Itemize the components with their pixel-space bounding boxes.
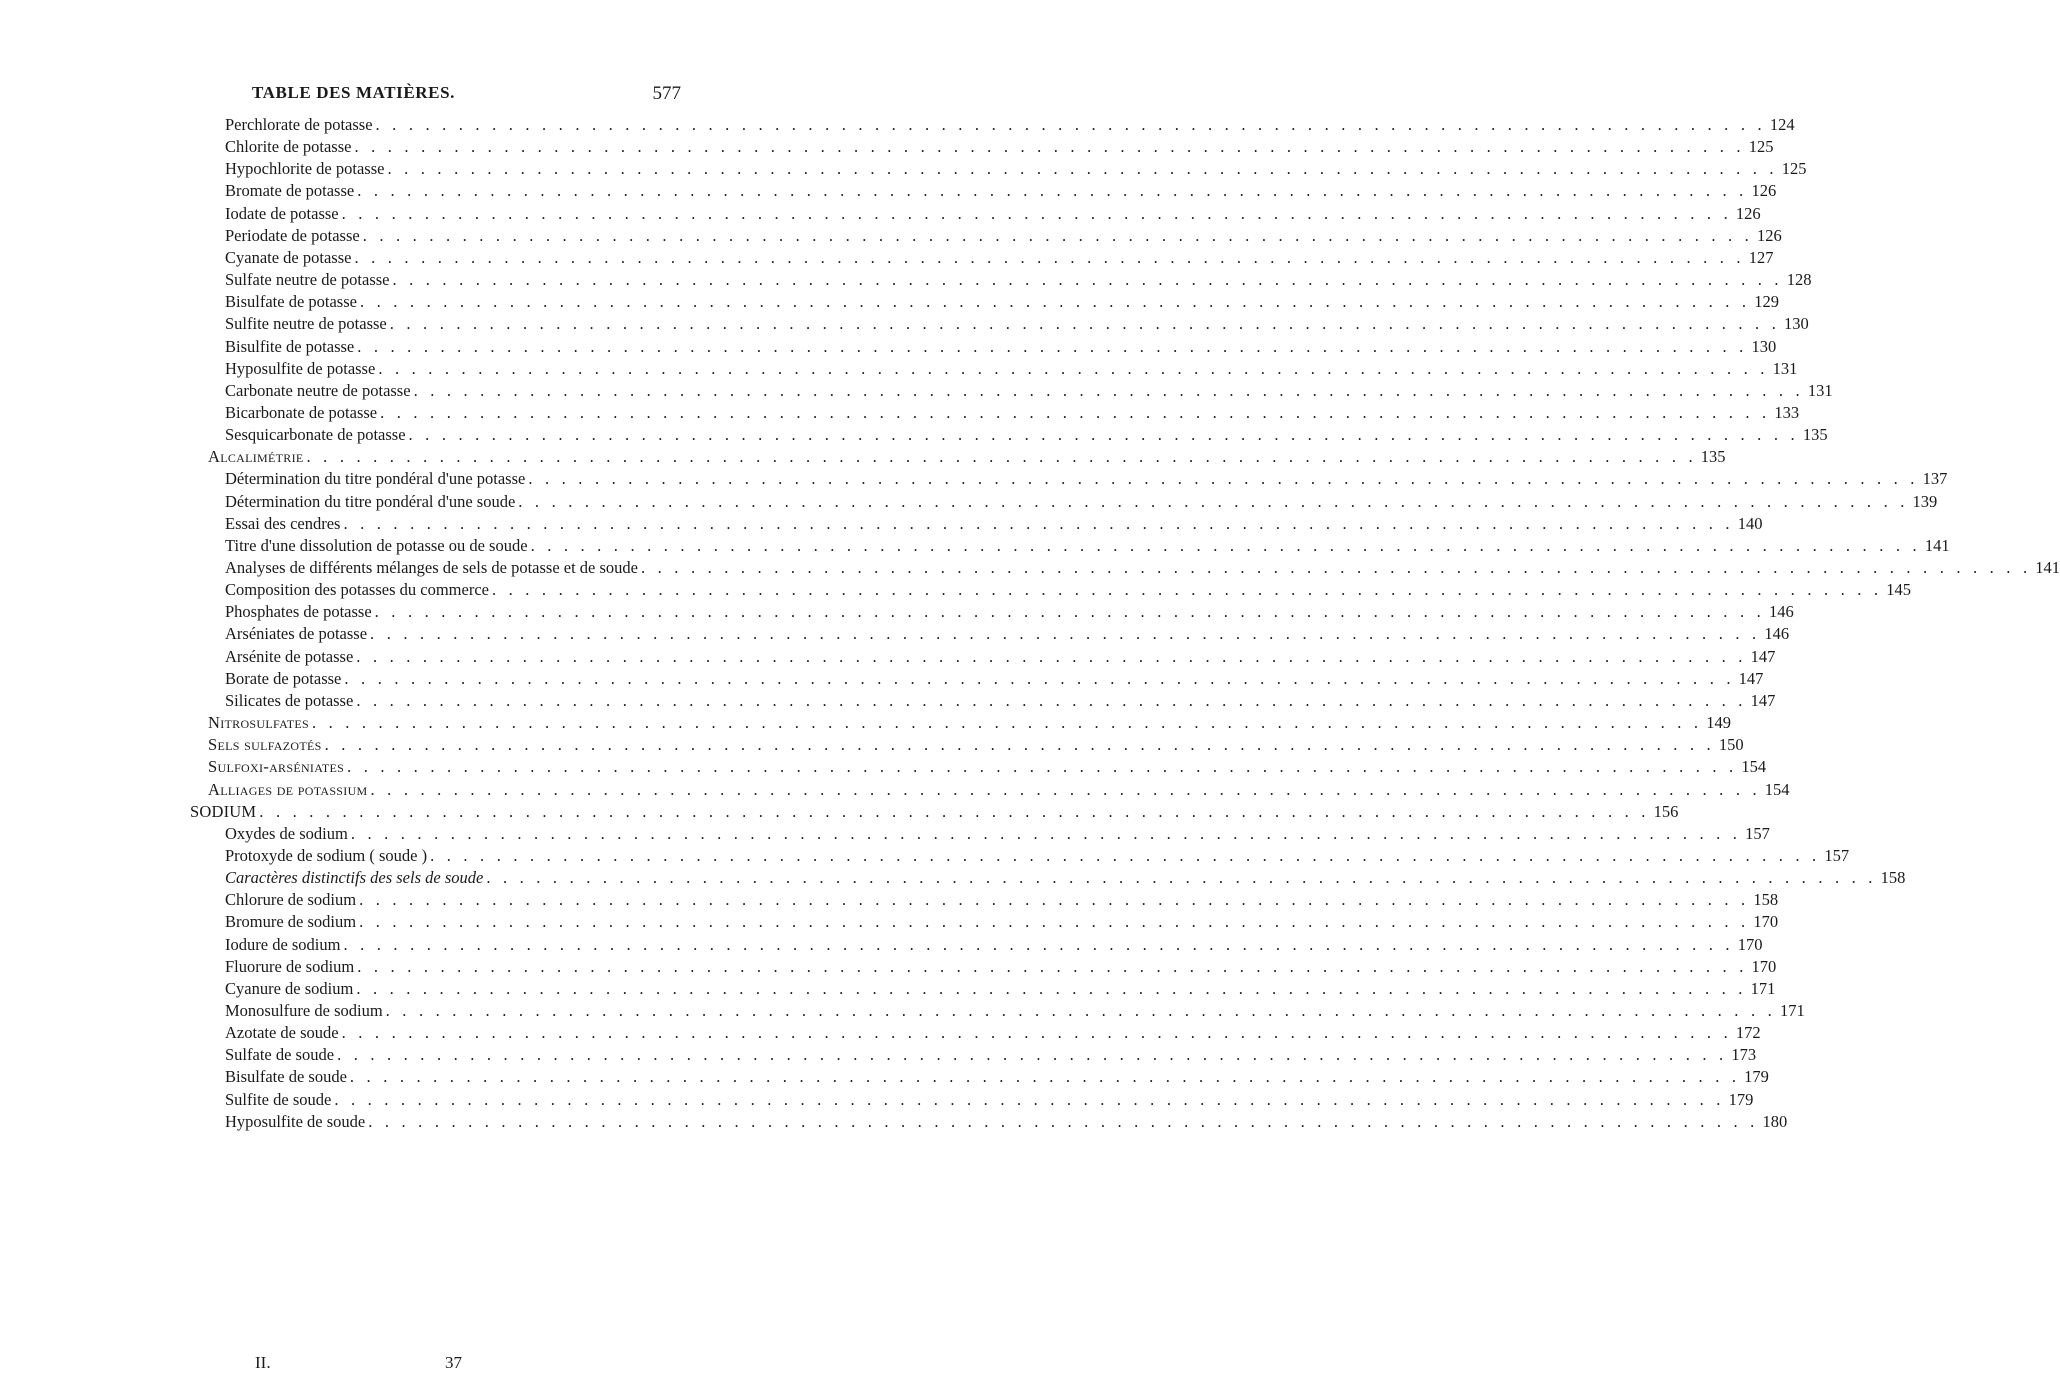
toc-entry [225, 269, 1812, 291]
toc-entry-label: Hyposulfite de potasse [225, 358, 376, 378]
toc-entry-page: 140 [1737, 513, 1763, 533]
toc-entry-label: Arsénite de potasse [225, 646, 354, 666]
toc-entry-label: Arséniates de potasse [225, 624, 368, 644]
toc-entry [225, 513, 1763, 535]
toc-entry [225, 934, 1763, 956]
toc-entry-label: Azotate de soude [225, 1023, 339, 1043]
toc-entry [225, 557, 2060, 579]
toc-entry-label: Détermination du titre pondéral d'une soude [225, 491, 516, 511]
dot-leader [353, 978, 1746, 1000]
dot-leader [354, 336, 1747, 358]
toc-entry [225, 424, 1828, 446]
toc-entry-label: Composition des potasses du commerce [225, 580, 489, 600]
dot-leader [344, 756, 1737, 778]
toc-entry-label: Alliages de potassium [208, 779, 368, 799]
toc-entry-page: 131 [1807, 380, 1833, 400]
toc-entry-label: Iodate de potasse [225, 203, 339, 223]
toc-entry-label: Perchlorate de potasse [225, 115, 373, 134]
dot-leader [256, 801, 1649, 823]
toc-entry [225, 1089, 1754, 1111]
toc-entry-label: Cyanate de potasse [225, 247, 352, 267]
toc-entry-label: Chlorure de sodium [225, 890, 357, 910]
toc-entry [225, 1111, 1788, 1133]
toc-entry-page: 156 [1653, 801, 1679, 821]
toc-entry [225, 247, 1774, 269]
toc-entry-page: 124 [1769, 115, 1795, 134]
toc-entry [225, 1022, 1761, 1044]
toc-entry-label: Caractères distinctifs des sels de soude [225, 868, 484, 888]
toc-entry-page: 180 [1762, 1111, 1788, 1131]
dot-leader [356, 889, 1749, 911]
toc-entry [225, 823, 1770, 845]
toc-entry-page: 170 [1751, 956, 1777, 976]
toc-entry-page: 145 [1886, 580, 1911, 600]
dot-leader [339, 1022, 1732, 1044]
toc-entry [225, 646, 1776, 668]
dot-leader [411, 380, 1804, 402]
dot-leader [309, 712, 1702, 734]
toc-entry-page: 154 [1741, 757, 1767, 777]
toc-entry-page: 125 [1748, 137, 1774, 157]
dot-leader [334, 1044, 1727, 1066]
dot-leader [348, 823, 1741, 845]
toc-entry-label: Silicates de potasse [225, 690, 354, 710]
dot-leader [322, 734, 1715, 756]
toc-entry-label: Chlorite de potasse [225, 137, 352, 157]
toc-entry [225, 114, 1795, 136]
dot-leader [427, 845, 1820, 867]
toc-entry [225, 601, 1794, 623]
page-number: 577 [652, 83, 681, 104]
dot-leader [339, 203, 1732, 225]
dot-leader [356, 911, 1749, 933]
page-title: TABLE DES MATIÈRES. [252, 83, 456, 102]
toc-entry-label: Nitrosulfates [208, 713, 309, 733]
toc-entry [225, 291, 1779, 313]
toc-entry [225, 402, 1800, 424]
dot-leader [340, 513, 1733, 535]
dot-leader [304, 446, 1697, 468]
dot-leader [353, 690, 1746, 712]
toc-entry [225, 203, 1761, 225]
toc-entry-page: 135 [1802, 425, 1828, 445]
toc-entry-page: 170 [1753, 912, 1779, 932]
toc-entry-page: 133 [1774, 402, 1800, 422]
toc-entry [225, 358, 1798, 380]
toc-entry [225, 1066, 1769, 1088]
dot-leader [372, 601, 1765, 623]
toc-entry-label: Bromate de potasse [225, 181, 355, 201]
toc-entry-page: 131 [1772, 358, 1798, 378]
toc-entry-page: 141 [1924, 535, 1950, 555]
toc-entry-label: Sulfoxi-arséniates [208, 757, 345, 777]
toc-entry-label: Hyposulfite de soude [225, 1111, 366, 1131]
toc-entry-label: Titre d'une dissolution de potasse ou de soude [225, 535, 528, 555]
dot-leader [489, 579, 1882, 601]
dot-leader [377, 402, 1770, 424]
toc-entry [208, 734, 1744, 756]
toc-entry-label: Analyses de différents mélanges de sels de potasse et de soude [225, 558, 638, 577]
toc-entry [225, 313, 1809, 335]
volume-mark: II. [255, 1353, 271, 1372]
toc-entry-page: 171 [1779, 1001, 1805, 1020]
toc-entry-label: SODIUM [190, 801, 257, 821]
toc-entry-label: Sulfate neutre de potasse [225, 270, 390, 290]
toc-entry-page: 158 [1753, 890, 1779, 910]
toc-entry-page: 170 [1737, 934, 1763, 954]
toc-entry [225, 136, 1774, 158]
toc-entry [225, 158, 1807, 180]
toc-entry-page: 128 [1786, 270, 1812, 290]
toc-entry-label: Bicarbonate de potasse [225, 402, 378, 422]
toc-entry [225, 623, 1790, 645]
toc-entry-label: Alcalimétrie [208, 447, 304, 467]
dot-leader [351, 136, 1744, 158]
dot-leader [367, 623, 1760, 645]
toc-entry [225, 889, 1779, 911]
toc-entry-label: Détermination du titre pondéral d'une potasse [225, 469, 526, 489]
dot-leader [483, 867, 1876, 889]
toc-entry-page: 139 [1912, 491, 1938, 511]
dot-leader [638, 557, 2031, 579]
toc-entry-label: Sels sulfazotés [208, 735, 322, 755]
toc-entry [208, 779, 1790, 801]
dot-leader [347, 1066, 1740, 1088]
toc-entry-page: 157 [1824, 845, 1850, 865]
toc-entry-page: 171 [1750, 978, 1776, 998]
toc-entry [225, 956, 1777, 978]
toc-entry-label: Iodure de sodium [225, 934, 341, 954]
dot-leader [340, 934, 1733, 956]
toc-entry [225, 225, 1782, 247]
toc-entry-label: Sulfate de soude [225, 1045, 335, 1065]
toc-entry [225, 380, 1833, 402]
toc-entry-page: 147 [1738, 668, 1764, 688]
toc-entry-label: Cyanure de sodium [225, 978, 354, 998]
toc-entry-page: 129 [1754, 292, 1779, 312]
toc-entry-page: 179 [1728, 1089, 1754, 1109]
toc-entry [225, 911, 1779, 933]
dot-leader [331, 1089, 1724, 1111]
toc-entry [208, 756, 1767, 778]
toc-entry-page: 135 [1700, 447, 1726, 467]
toc-entry-label: Sulfite neutre de potasse [225, 314, 387, 334]
dot-leader [406, 424, 1799, 446]
dot-leader [383, 1000, 1776, 1022]
toc-entry-page: 154 [1764, 779, 1790, 799]
toc-entry-label: Sulfite de soude [225, 1089, 332, 1109]
toc-entry-page: 146 [1764, 624, 1790, 644]
dot-leader [354, 956, 1747, 978]
toc-entry-page: 126 [1751, 181, 1777, 201]
toc-entry-page: 172 [1735, 1023, 1761, 1043]
toc-entry [225, 867, 1906, 889]
toc-entry-page: 126 [1735, 203, 1761, 223]
toc-entry-page: 147 [1750, 646, 1776, 666]
toc-entry-label: Bromure de sodium [225, 912, 357, 932]
dot-leader [384, 158, 1777, 180]
toc-entry-label: Oxydes de sodium [225, 823, 348, 843]
toc-entry [225, 1044, 1757, 1066]
toc-entry-page: 141 [2035, 558, 2060, 577]
toc-entry-label: Bisulfate de potasse [225, 292, 357, 312]
toc-entry-label: Borate de potasse [225, 668, 342, 688]
dot-leader [360, 225, 1753, 247]
toc-entry-label: Bisulfate de soude [225, 1067, 347, 1087]
toc-entry [225, 1000, 1805, 1022]
toc-entry [225, 535, 1950, 557]
dot-leader [387, 313, 1780, 335]
toc-entry-page: 127 [1748, 247, 1774, 267]
page-footer [0, 1353, 801, 1377]
toc-entry-label: Bisulfite de potasse [225, 336, 355, 356]
dot-leader [389, 269, 1782, 291]
toc-entry [190, 801, 1679, 823]
dot-leader [351, 247, 1744, 269]
toc-entry [225, 180, 1777, 202]
toc-entry-page: 173 [1731, 1045, 1757, 1065]
toc-entry [208, 446, 1726, 468]
toc-entry-label: Protoxyde de sodium ( soude ) [225, 845, 428, 865]
toc-entry-page: 158 [1880, 868, 1906, 888]
dot-leader [341, 668, 1734, 690]
dot-leader [357, 291, 1750, 313]
toc-entry-label: Phosphates de potasse [225, 602, 372, 622]
toc-entry-page: 126 [1757, 225, 1782, 245]
toc-entry-label: Essai des cendres [225, 513, 341, 533]
toc-entry-label: Periodate de potasse [225, 225, 360, 245]
toc-entry-page: 157 [1745, 823, 1770, 843]
toc-entry-label: Hypochlorite de potasse [225, 159, 385, 179]
dot-leader [354, 180, 1747, 202]
dot-leader [528, 535, 1921, 557]
toc-entry-page: 130 [1784, 314, 1809, 334]
toc-entry-page: 147 [1750, 690, 1776, 710]
toc-entry-label: Carbonate neutre de potasse [225, 380, 411, 400]
toc-entry [225, 336, 1777, 358]
toc-entry-page: 130 [1751, 336, 1777, 356]
toc-entry [208, 712, 1731, 734]
dot-leader [368, 779, 1761, 801]
toc-entry [225, 845, 1850, 867]
toc-entry [225, 690, 1776, 712]
toc-entry-page: 149 [1706, 713, 1731, 733]
toc-entry-page: 125 [1781, 159, 1807, 179]
toc-entry-page: 146 [1768, 602, 1794, 622]
toc-entry [225, 468, 1948, 490]
toc-entry-label: Monosulfure de sodium [225, 1001, 383, 1020]
dot-leader [515, 491, 1908, 513]
toc-entry-page: 179 [1744, 1067, 1769, 1087]
toc-entry-label: Fluorure de sodium [225, 956, 355, 976]
dot-leader [375, 358, 1768, 380]
signature-mark: 37 [445, 1353, 462, 1372]
toc-entry-page: 150 [1718, 735, 1744, 755]
toc-entry [225, 668, 1764, 690]
toc-entry [225, 579, 1911, 601]
dot-leader [373, 114, 1766, 136]
dot-leader [525, 468, 1918, 490]
toc-entry [225, 491, 1938, 513]
dot-leader [353, 646, 1746, 668]
toc-entry-page: 137 [1922, 469, 1948, 489]
dot-leader [365, 1111, 1758, 1133]
running-header [0, 83, 801, 107]
toc-entry-label: Sesquicarbonate de potasse [225, 425, 406, 445]
toc-entry [225, 978, 1776, 1000]
